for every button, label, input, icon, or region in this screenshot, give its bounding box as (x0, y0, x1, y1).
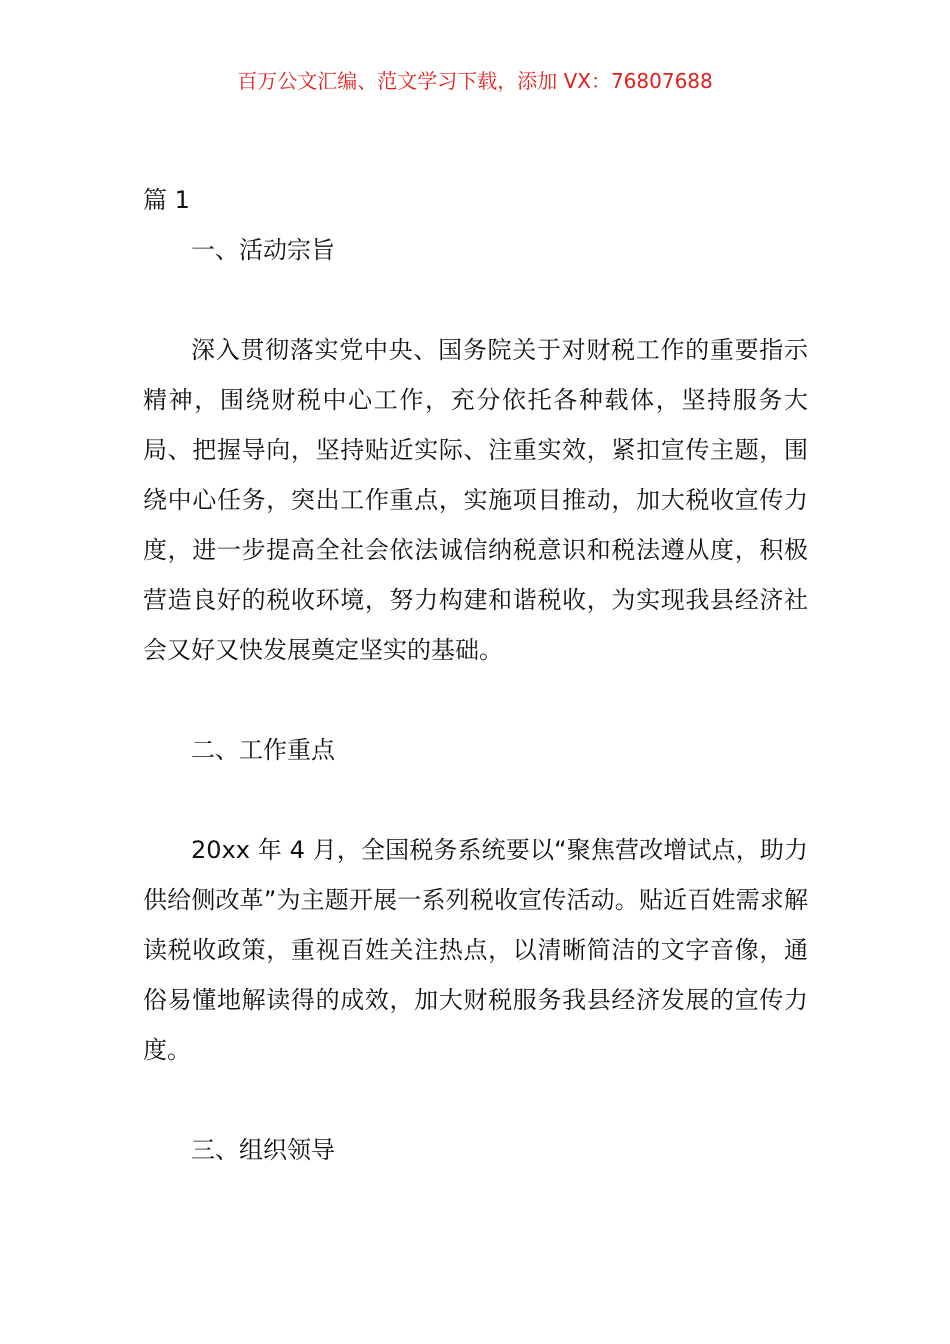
spacer (143, 1075, 808, 1125)
piece-title: 篇 1 (143, 186, 190, 214)
section-heading-2: 二、工作重点 (191, 736, 335, 764)
section-paragraph-1: 深入贯彻落实党中央、国务院关于对财税工作的重要指示精神，围绕财税中心工作，充分依托各种载体，坚持服务大局、把握导向，坚持贴近实际、注重实效，紧扣宣传主题，围绕中心任务，突出工作重点，实施项目推动，加大税收宣传力度，进一步提高全社会依法诚信纳税意识和税法遵从度，积极营造良好的税收环境，努力构建和谐税收，为实现我县经济社会又好又快发展奠定坚实的基础。 (143, 336, 808, 664)
watermark-header: 百万公文汇编、范文学习下载，添加 VX：76807688 (237, 69, 713, 93)
spacer (143, 675, 808, 725)
section-paragraph-2: 20xx 年 4 月，全国税务系统要以“聚焦营改增试点，助力供给侧改革”为主题开展一系列税收宣传活动。贴近百姓需求解读税收政策，重视百姓关注热点，以清晰简洁的文字音像，通俗易懂地解读得的成效，加大财税服务我县经济发展的宣传力度。 (143, 836, 808, 1064)
spacer (143, 275, 808, 325)
document-body (143, 175, 808, 1175)
section-heading-3: 三、组织领导 (191, 1136, 335, 1164)
section-heading-1: 一、活动宗旨 (191, 236, 335, 264)
spacer (143, 775, 808, 825)
